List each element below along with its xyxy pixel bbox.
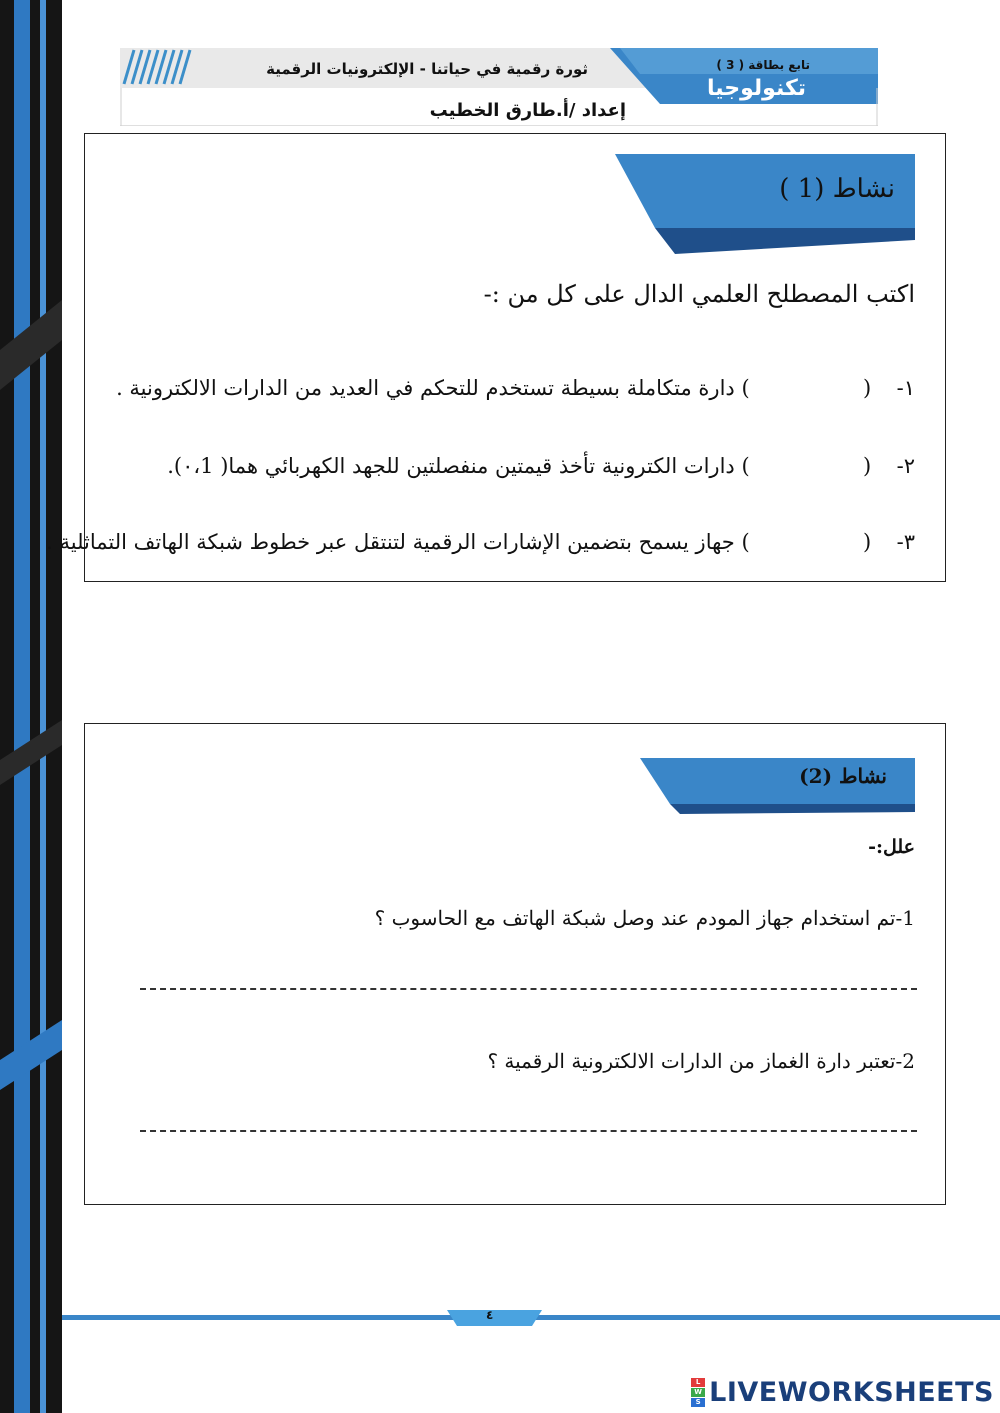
item-text: دارات الكترونية تأخذ قيمتين منفصلتين للجهد الكهربائي هما( ٠،1). xyxy=(167,454,735,478)
answer-bracket-close: ) xyxy=(741,454,750,478)
liveworksheets-brand: LIVEWORKSHEETS xyxy=(709,1376,994,1408)
answer-line-1[interactable] xyxy=(140,988,917,990)
worksheet-header xyxy=(120,44,878,126)
activity-2-question-2: 2-تعتبر دارة الغماز من الدارات الالكترونية الرقمية ؟ xyxy=(487,1049,915,1073)
activity-1-item-1 xyxy=(116,376,915,400)
item-text: دارة متكاملة بسيطة تستخدم للتحكم في العديد من الدارات الالكترونية . xyxy=(116,376,735,400)
answer-bracket-close: ) xyxy=(741,376,750,400)
activity-1-item-2 xyxy=(167,454,915,478)
author-label: إعداد /أ.طارق الخطيب xyxy=(429,100,626,121)
item-text: جهاز يسمح بتضمين الإشارات الرقمية لتنتقل عبر خطوط شبكة الهاتف التماثلية . xyxy=(46,530,735,554)
activity-1-item-3 xyxy=(46,530,915,554)
item-number: ١- xyxy=(896,376,915,400)
activity-1-instruction: اكتب المصطلح العلمي الدال على كل من :- xyxy=(483,280,915,308)
liveworksheets-watermark xyxy=(691,1376,994,1408)
footer-line xyxy=(62,1310,1000,1326)
liveworksheets-logo-icon: L W S xyxy=(691,1378,705,1407)
answer-bracket-open: ( xyxy=(863,530,872,554)
activity-2-box xyxy=(84,723,946,1205)
activity-1-banner xyxy=(615,154,915,254)
answer-bracket-open: ( xyxy=(863,454,872,478)
activity-1-title: نشاط (1 ) xyxy=(779,174,895,204)
activity-2-question-1: 1-تم استخدام جهاز المودم عند وصل شبكة الهاتف مع الحاسوب ؟ xyxy=(374,906,915,930)
item-number: ٣- xyxy=(896,530,915,554)
header-title: ثورة رقمية في حياتنا - الإلكترونيات الرقمية xyxy=(266,60,588,78)
activity-1-box xyxy=(46,133,946,582)
item-number: ٢- xyxy=(896,454,915,478)
card-label: تابع بطاقة ( 3 ) xyxy=(716,58,810,72)
answer-line-2[interactable] xyxy=(140,1130,917,1132)
left-decorative-band xyxy=(0,0,62,1413)
page-number: ٤ xyxy=(486,1308,494,1322)
answer-bracket-close: ) xyxy=(741,530,750,554)
activity-2-title: نشاط (2) xyxy=(799,764,887,788)
activity-2-instruction: علل:- xyxy=(868,836,915,858)
answer-bracket-open: ( xyxy=(863,376,872,400)
subject-label: تكنولوجيا xyxy=(707,76,806,101)
